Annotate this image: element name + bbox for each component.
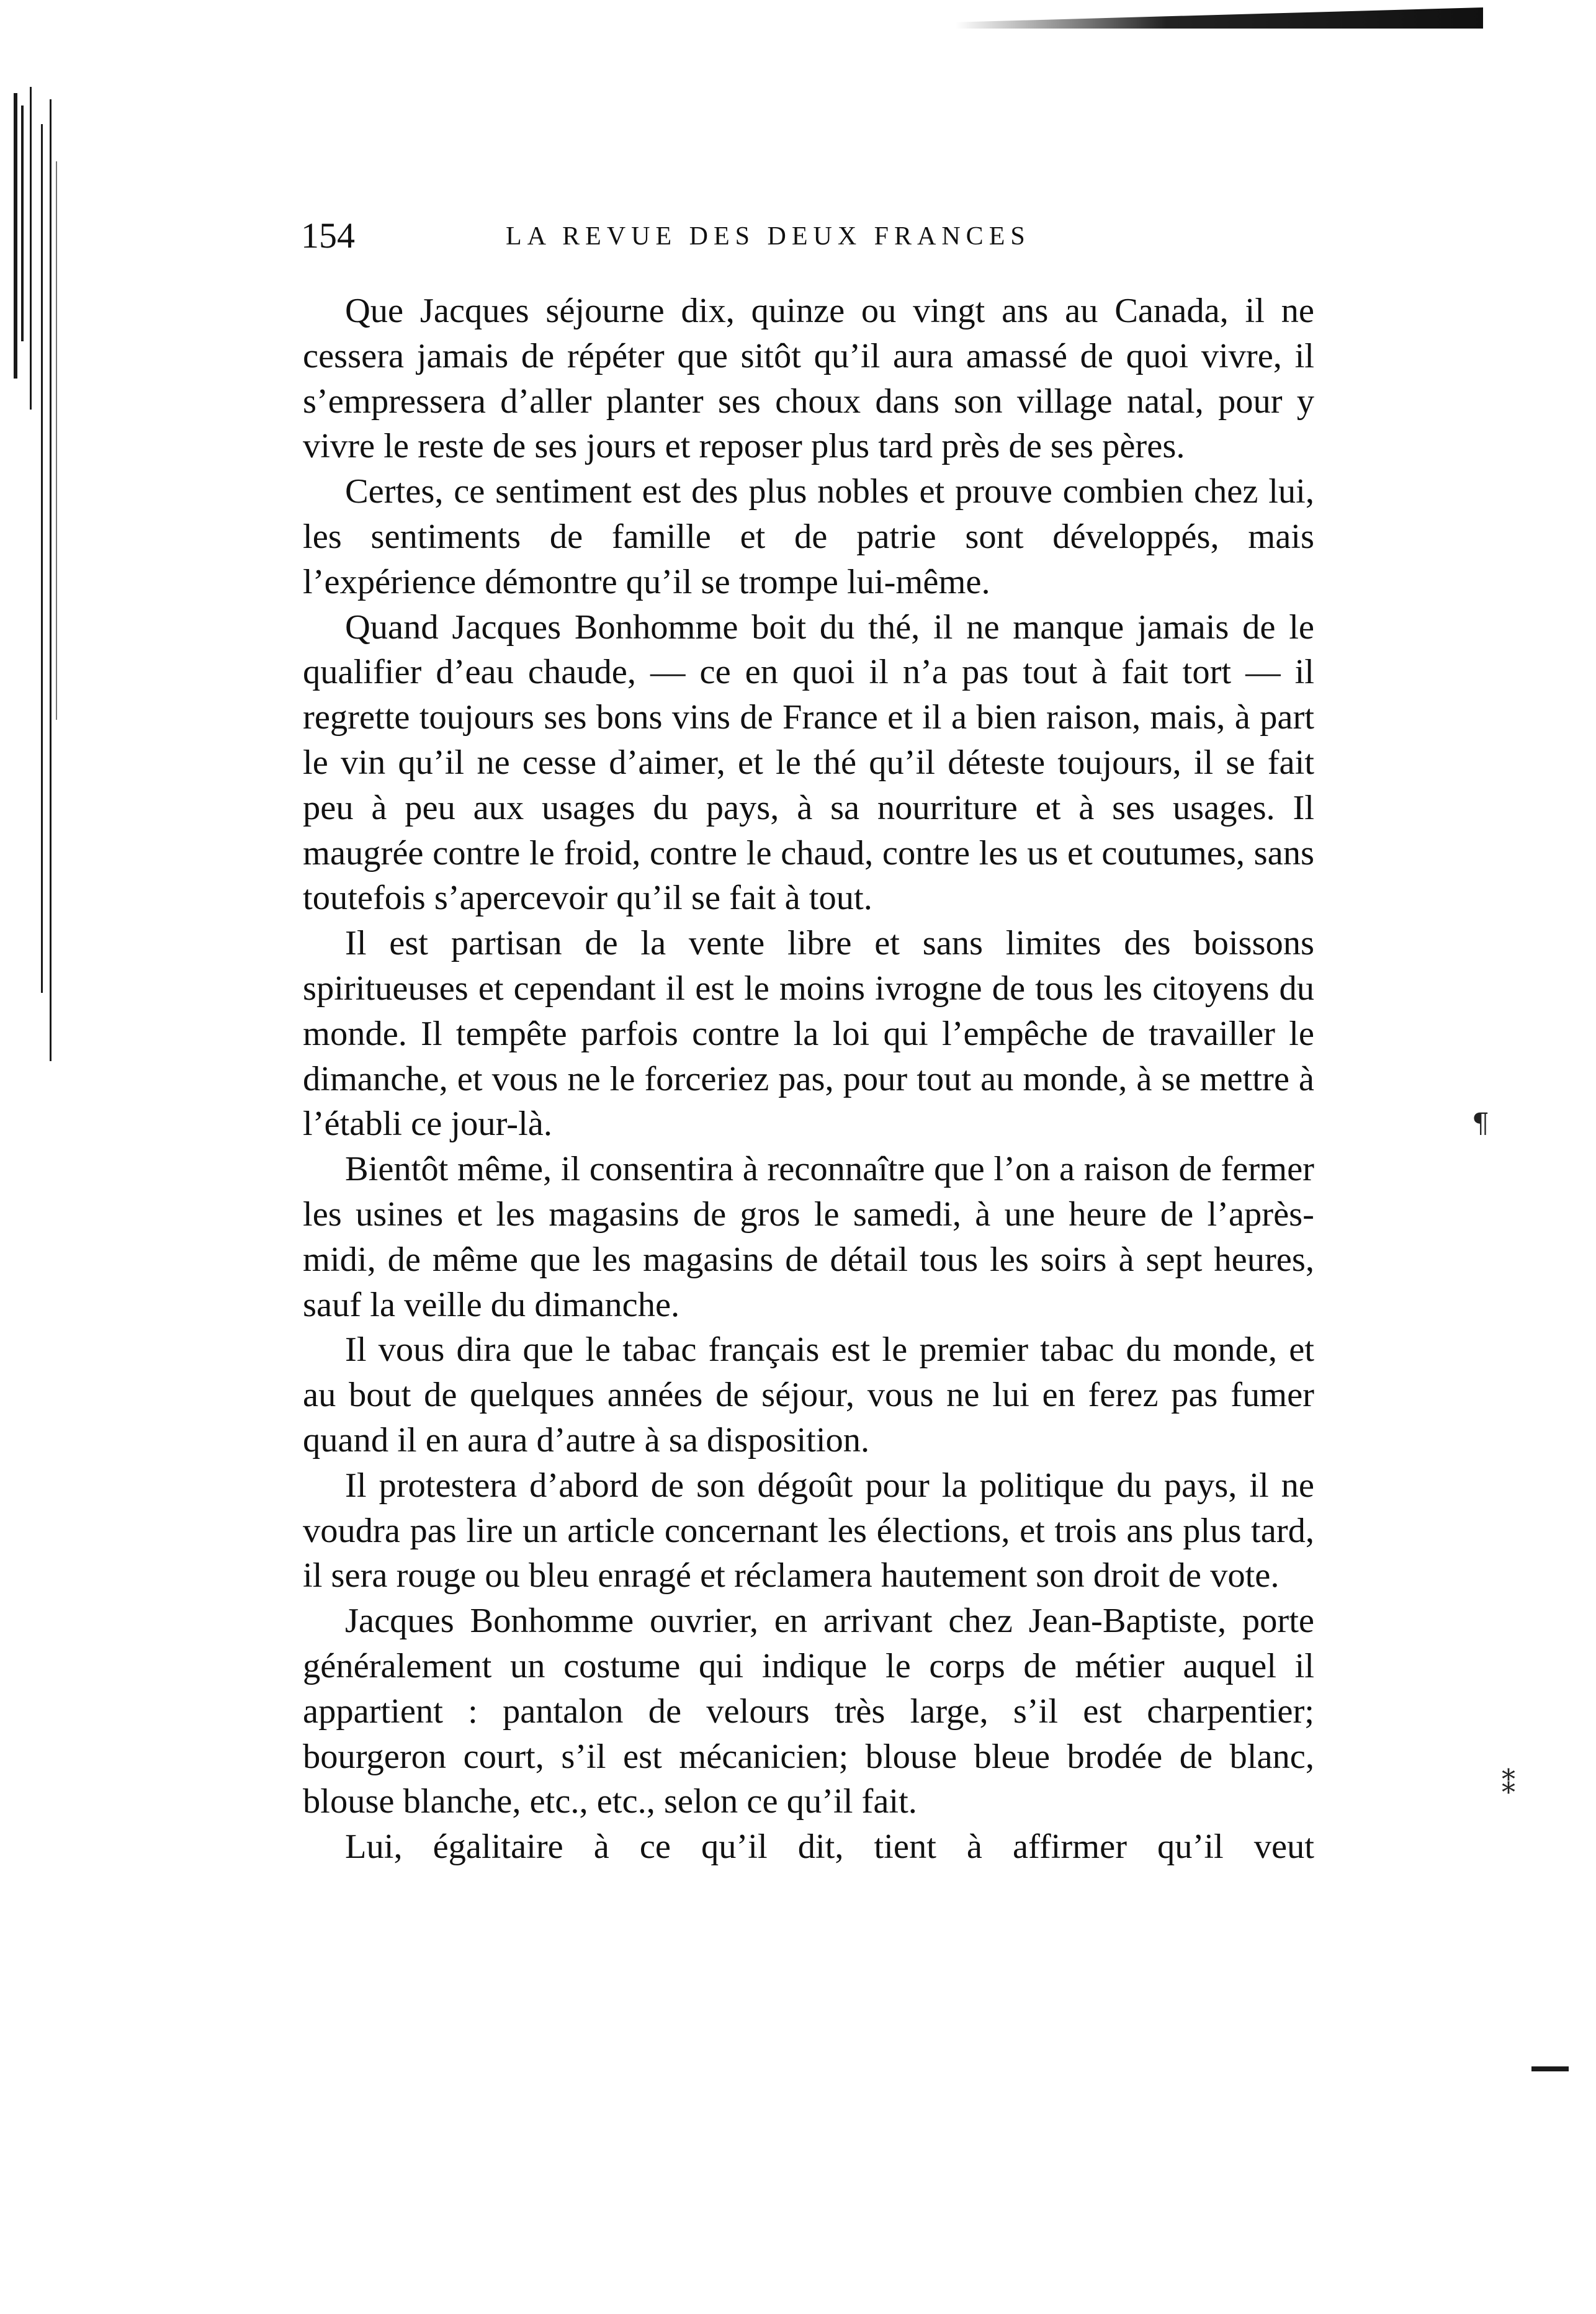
margin-dash-mark bbox=[1531, 2066, 1569, 2071]
running-header bbox=[301, 217, 1314, 254]
margin-smudge-mark: ¶ bbox=[1472, 1108, 1489, 1139]
paragraph: Que Jacques séjourne dix, quinze ou vingt ans au Canada, il ne cessera jamais de répéter que sitôt qu’il aura amassé de quoi vivre, il s’empressera d’aller planter ses choux dans son village natal, pour y vivre le reste de ses jours et reposer plus tard près de ses pères. bbox=[303, 292, 1314, 466]
paragraph: Quand Jacques Bonhomme boit du thé, il ne manque jamais de le qualifier d’eau chaude, — ce en quoi il n’a pas tout à fait tort — il regrette toujours ses bons vins de France et il a bien raison, mais, à part le vin qu’il ne cesse d’aimer, et le thé qu’il déteste toujours, il se fait peu à peu aux usages du pays, à sa nourriture et à ses usages. Il maugrée contre le froid, contre le chaud, contre les us et coutumes, sans toutefois s’apercevoir qu’il se fait à tout. bbox=[303, 608, 1314, 918]
binding-edge-line bbox=[21, 105, 24, 341]
body-text bbox=[303, 289, 1314, 1870]
top-edge-rule bbox=[956, 7, 1483, 29]
binding-edge-line bbox=[30, 87, 32, 410]
paragraph: Lui, égalitaire à ce qu’il dit, tient à affirmer qu’il veut bbox=[345, 1827, 1314, 1867]
paragraph: Il vous dira que le tabac français est le premier tabac du monde, et au bout de quelques années de séjour, vous ne lui en ferez pas fumer quand il en aura d’autre à sa disposition. bbox=[303, 1330, 1314, 1460]
binding-edge-line bbox=[14, 93, 17, 379]
paragraph: Jacques Bonhomme ouvrier, en arrivant chez Jean-Baptiste, porte généralement un costume qui indique le corps de métier auquel il appartient : pantalon de velours très large, s’il est charpentier; bourgeron court, s’il est mécanicien; blouse bleue brodée de blanc, blouse blanche, etc., etc., selon ce qu’il fait. bbox=[303, 1602, 1314, 1821]
running-title: LA REVUE DES DEUX FRANCES bbox=[506, 222, 1031, 251]
binding-edge-line bbox=[41, 124, 43, 993]
paragraph: Certes, ce sentiment est des plus nobles et prouve combien chez lui, les sentiments de famille et de patrie sont développés, mais l’expérience démontre qu’il se trompe lui-même. bbox=[303, 472, 1314, 601]
binding-edge-line bbox=[50, 99, 52, 1061]
page-number: 154 bbox=[301, 215, 355, 256]
paragraph: Il est partisan de la vente libre et sans limites des boissons spiritueuses et cependant il est le moins ivrogne de tous les citoyens du monde. Il tempête parfois contre la loi qui l’empêche de travailler le dimanche, et vous ne le forceriez pas, pour tout au monde, à se mettre à l’établi ce jour-là. bbox=[303, 924, 1314, 1144]
binding-edge-line bbox=[56, 161, 57, 720]
margin-smudge-mark: ⁑ bbox=[1502, 1769, 1515, 1800]
paragraph: Bientôt même, il consentira à reconnaître que l’on a raison de fermer les usines et les magasins de gros le samedi, à une heure de l’après-midi, de même que les magasins de détail tous les soirs à sept heures, sauf la veille du dimanche. bbox=[303, 1150, 1314, 1324]
paragraph: Il protestera d’abord de son dégoût pour la politique du pays, il ne voudra pas lire un article concernant les élections, et trois ans plus tard, il sera rouge ou bleu enragé et réclamera hautement son droit de vote. bbox=[303, 1466, 1314, 1595]
